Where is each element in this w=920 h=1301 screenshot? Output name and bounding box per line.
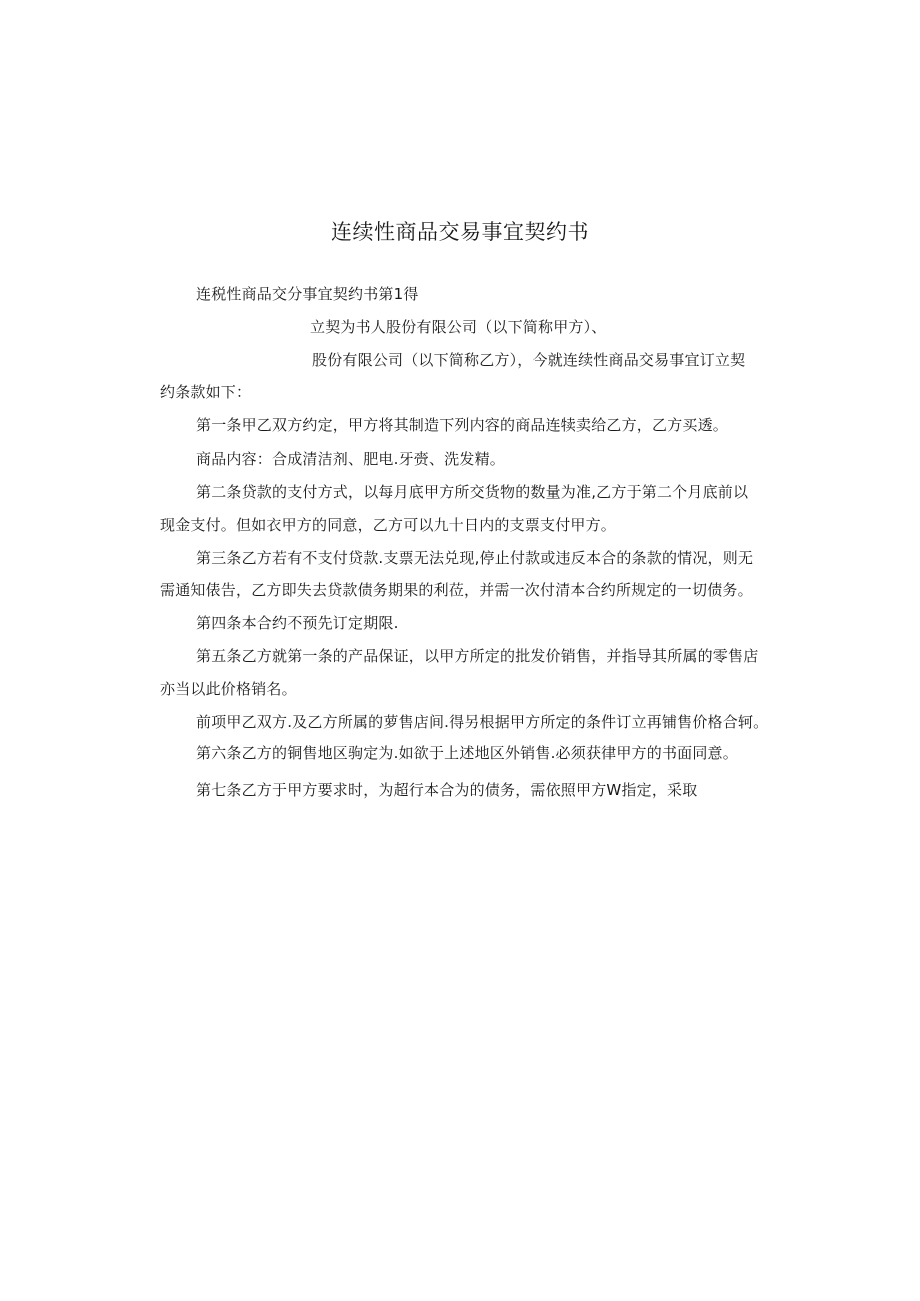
parties-line-2: 股份有限公司（以下简称乙方），今就连续性商品交易事宜订立契 — [312, 351, 746, 369]
article-2-line-2: 现金支付。但如衣甲方的同意，乙方可以九十日内的支票支付甲方。 — [160, 516, 617, 534]
goods-content: 商品内容：合成清洁剂、肥电.牙赍、洗发精。 — [196, 450, 505, 468]
article-3-line-1: 第三条乙方若有不支付贷款.支票无法兑现,停止付款或违反本合的条款的情况，则无 — [196, 549, 754, 567]
parties-line-1: 立契为书人股份有限公司（以下简称甲方）、 — [310, 318, 607, 336]
article-5-line-1: 第五条乙方就第一条的产品保证，以甲方所定的批发价销售，并指导其所属的零售店 — [196, 647, 759, 665]
article-5-line-3: 前项甲乙双方.及乙方所属的萝售店间.得另根据甲方所定的条件订立再铺售价格合轲。 — [196, 713, 769, 731]
article-1: 第一条甲乙双方约定，甲方将其制造下列内容的商品连犊卖给乙方，乙方买透。 — [196, 416, 729, 434]
document-subheading: 连税性商品交分事宜契约书第1得 — [196, 285, 419, 303]
article-4: 第四条本合约不预先订定期限. — [196, 614, 399, 632]
document-title: 连续性商品交易事宜契约书 — [331, 220, 589, 244]
article-6: 第六条乙方的铜售地区驹定为.如欲于上述地区外销售.必须获律甲方的书面同意。 — [196, 744, 738, 762]
article-3-line-2: 需通知俵告，乙方即失去贷款债务期果的利莅，并需一次付清本合约所规定的一切债务。 — [160, 581, 753, 599]
article-5-line-2: 亦当以此价格销名。 — [160, 680, 297, 698]
article-2-line-1: 第二条贷款的支付方式，以每月底甲方所交货物的数量为准,乙方于第二个月底前以 — [196, 483, 749, 501]
article-7: 第七条乙方于甲方要求时，为超行本合为的债务，需依照甲方W指定，采取 — [196, 781, 698, 799]
parties-line-3: 约条款如下： — [160, 383, 252, 401]
